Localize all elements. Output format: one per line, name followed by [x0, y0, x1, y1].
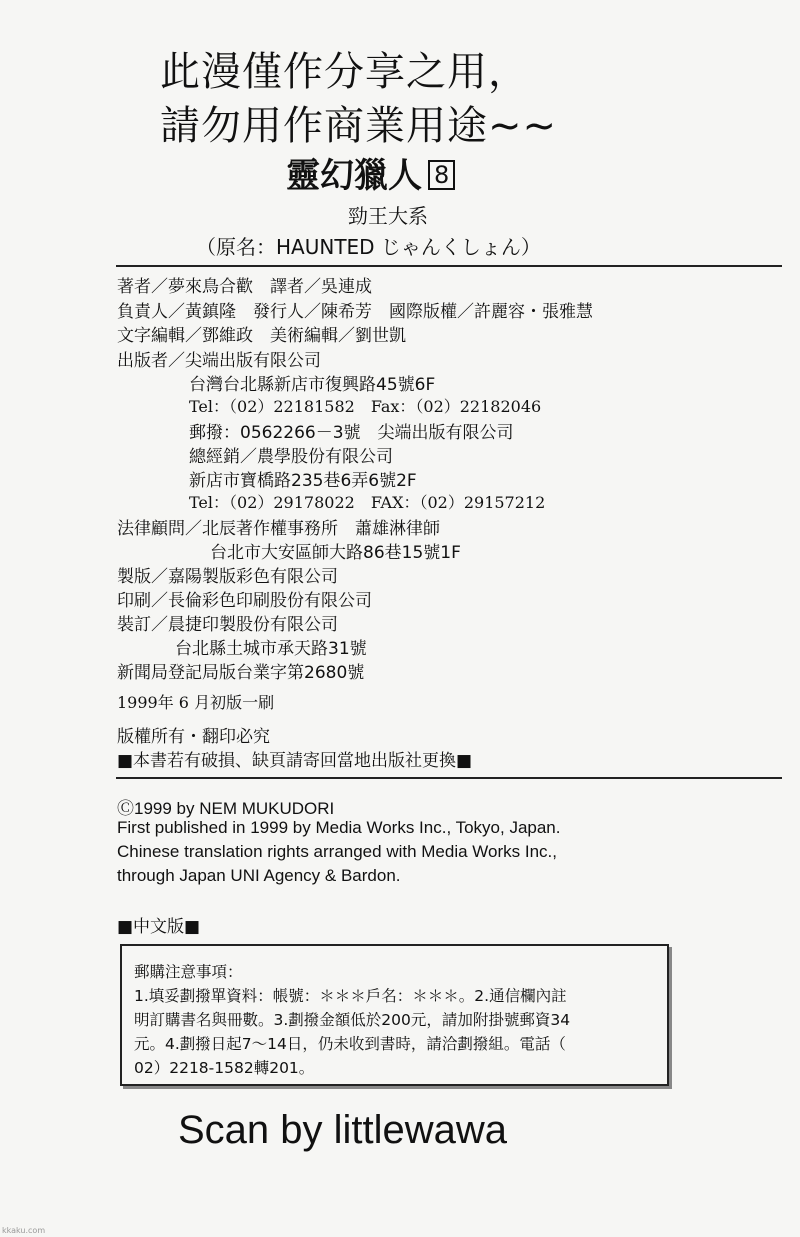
binding: 裝訂／晨捷印製股份有限公司 [117, 615, 338, 635]
registration-number: 新聞局登記局版台業字第2680號 [117, 663, 365, 683]
publisher-address: 台灣台北縣新店市復興路45號6F [189, 375, 436, 395]
credit-publisher: 出版者／尖端出版有限公司 [117, 351, 321, 371]
title-text: 靈幻獵人 [286, 156, 422, 196]
disclaimer-line-1: 此漫僅作分享之用， [160, 49, 529, 95]
disclaimer-line-2: 請勿用作商業用途~~ [160, 103, 558, 149]
translation-rights-line: Chinese translation rights arranged with Media Works Inc., [117, 842, 557, 861]
chinese-edition-label: ■中文版■ [117, 917, 201, 937]
distributor-address: 新店市寶橋路235巷6弄6號2F [189, 471, 417, 491]
publisher-postal-account: 郵撥：0562266－3號 尖端出版有限公司 [189, 423, 514, 443]
binding-address: 台北縣土城市承天路31號 [175, 639, 367, 659]
legal-advisor: 法律顧問／北辰著作權事務所 蕭雄淋律師 [117, 519, 440, 539]
mail-order-notice [120, 944, 669, 1086]
scan-credit: Scan by littlewawa [178, 1108, 508, 1152]
rights-reserved: 版權所有・翻印必究 [117, 727, 270, 747]
distributor: 總經銷／農學股份有限公司 [189, 447, 393, 467]
notice-line: 02）2218-1582轉201。 [134, 1059, 315, 1077]
notice-line: 明訂購書名與冊數。3.劃撥金額低於200元，請加附掛號郵資34 [134, 1011, 571, 1029]
imprint-label: 勁王大系 [348, 204, 428, 228]
book-title [286, 148, 455, 197]
copyright-line: Ⓒ1999 by NEM MUKUDORI [117, 799, 335, 818]
legal-advisor-address: 台北市大安區師大路86巷15號1F [210, 543, 461, 563]
edition-date: 1999年 6 月初版一刷 [117, 693, 275, 712]
notice-line: 1.填妥劃撥單資料：帳號：＊＊＊戶名：＊＊＊。2.通信欄內註 [134, 987, 567, 1005]
original-title: （原名：HAUNTED じゃんくしょん） [196, 235, 541, 259]
credit-author-translator: 著者／夢來鳥合歡 譯者／吳連成 [117, 277, 372, 297]
credit-editors: 文字編輯／鄧維政 美術編輯／劉世凱 [117, 326, 406, 346]
printing: 印刷／長倫彩色印刷股份有限公司 [117, 591, 372, 611]
first-published-line: First published in 1999 by Media Works Inc., Tokyo, Japan. [117, 818, 561, 837]
agency-line: through Japan UNI Agency & Bardon. [117, 866, 401, 885]
return-policy: ■本書若有破損、缺頁請寄回當地出版社更換■ [117, 751, 473, 771]
volume-number: 8 [428, 160, 455, 190]
credit-publisher-staff: 負責人／黃鎮隆 發行人／陳希芳 國際版權／許麗容・張雅慧 [117, 302, 593, 322]
notice-heading: 郵購注意事項： [134, 963, 243, 981]
notice-line: 元。4.劃撥日起7～14日，仍未收到書時，請洽劃撥組。電話（ [134, 1035, 566, 1053]
middle-divider [116, 777, 782, 779]
publisher-phone: Tel：（02）22181582 Fax：（02）22182046 [189, 397, 542, 416]
top-divider [116, 265, 782, 267]
plate-making: 製版／嘉陽製版彩色有限公司 [117, 567, 338, 587]
distributor-phone: Tel：（02）29178022 FAX：（02）29157212 [189, 493, 546, 512]
site-watermark: kkaku.com [2, 1226, 46, 1235]
